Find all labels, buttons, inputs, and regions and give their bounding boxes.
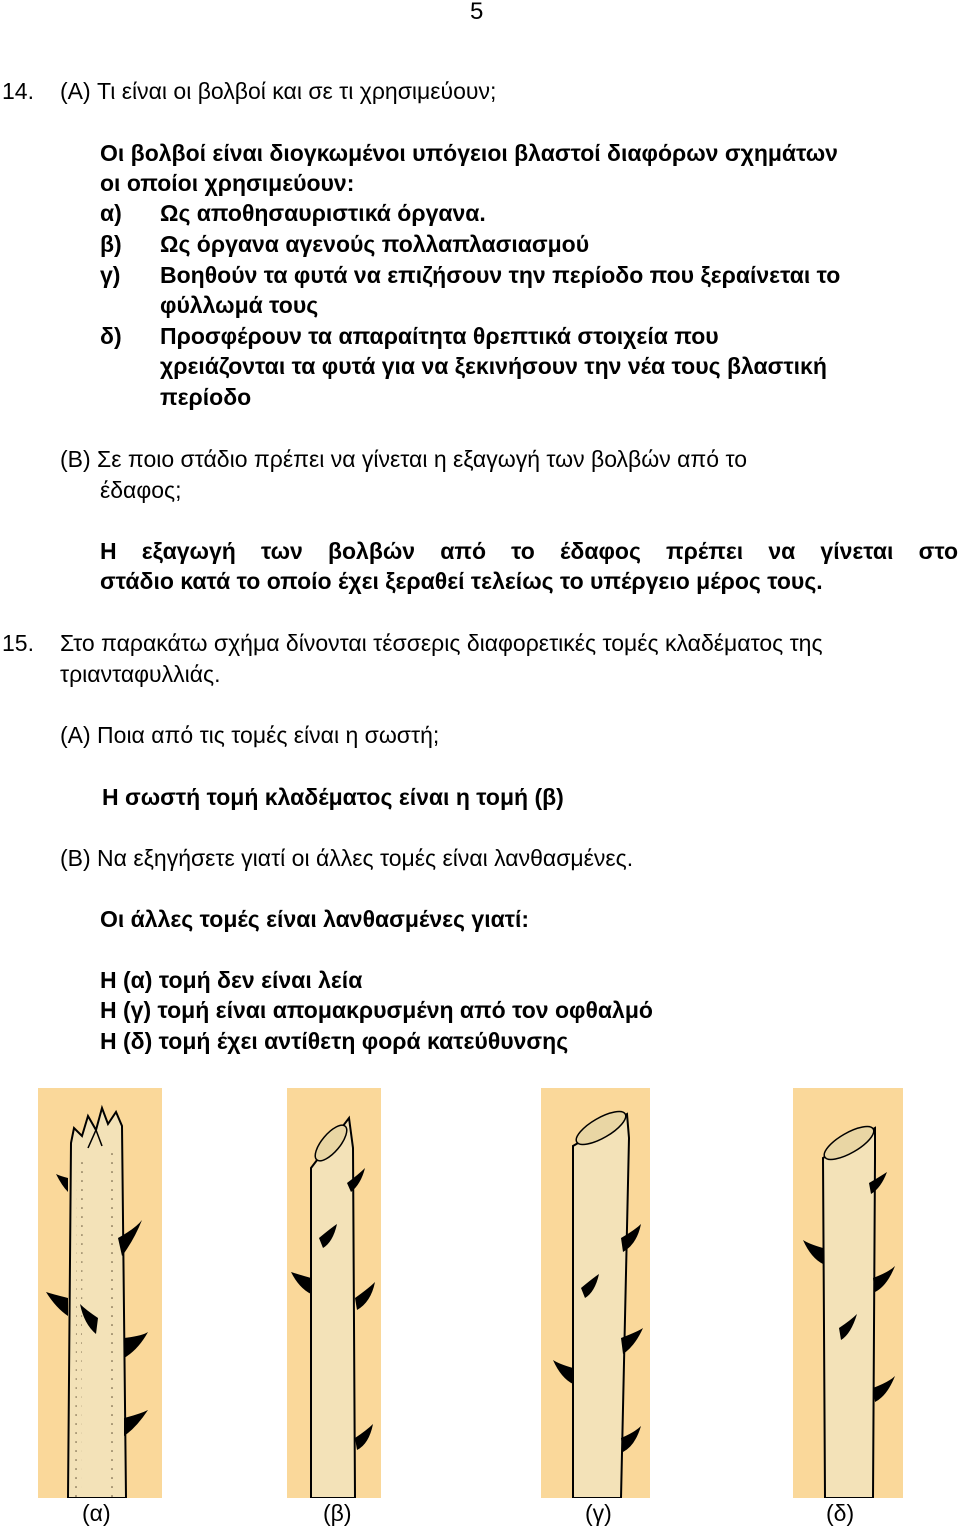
answer-15b-intro: Οι άλλες τομές είναι λανθασμένες γιατί: (100, 906, 530, 932)
answer-item-text: Ως όργανα αγενούς πολλαπλασιασμού (160, 231, 590, 257)
question-15a-text: (A) Ποια από τις τομές είναι η σωστή; (60, 722, 440, 748)
answer-item-text: Βοηθούν τα φυτά να επιζήσουν την περίοδο που ξεραίνεται το (160, 262, 841, 288)
question-14a-text: (A) Τι είναι οι βολβοί και σε τι χρησιμεύουν; (60, 78, 497, 104)
answer-15a: Η σωστή τομή κλαδέματος είναι η τομή (β) (102, 784, 564, 810)
answer-item-label: δ) (100, 323, 122, 349)
answer-14b-line-2: στάδιο κατά το οποίο έχει ξεραθεί τελείως το υπέργειο μέρος τους. (100, 568, 823, 594)
answer-item-text-cont: περίοδο (160, 384, 252, 410)
rose-stem-cut-b-illustration (287, 1088, 381, 1498)
answer-item-label: γ) (100, 262, 121, 288)
answer-14a-intro-line-2: οι οποίοι χρησιμεύουν: (100, 170, 355, 196)
answer-item-text: Προσφέρουν τα απαραίτητα θρεπτικά στοιχεία που (160, 323, 719, 349)
answer-item-label: α) (100, 200, 122, 226)
answer-14a-intro-line-1: Οι βολβοί είναι διογκωμένοι υπόγειοι βλαστοί διαφόρων σχημάτων (100, 140, 838, 166)
figure-panel-b (287, 1088, 381, 1498)
answer-15b-reason: Η (δ) τομή έχει αντίθετη φορά κατεύθυνσης (100, 1028, 569, 1054)
rose-stem-cut-c-illustration (541, 1088, 650, 1498)
page-number: 5 (470, 0, 484, 25)
question-15b-text: (B) Να εξηγήσετε γιατί οι άλλες τομές είναι λανθασμένες. (60, 845, 634, 871)
answer-item-text-cont: χρειάζονται τα φυτά για να ξεκινήσουν την νέα τους βλαστική (160, 353, 827, 379)
figure-panel-d (793, 1088, 903, 1498)
figure-caption-a: (α) (82, 1500, 111, 1526)
figure-panel-a (38, 1088, 162, 1498)
answer-15b-reason: Η (α) τομή δεν είναι λεία (100, 967, 363, 993)
question-15-intro-line-2: τριανταφυλλιάς. (60, 661, 221, 687)
figure-panel-c (541, 1088, 650, 1498)
answer-15b-reason: Η (γ) τομή είναι απομακρυσμένη από τον οφθαλμό (100, 997, 653, 1023)
figure-caption-c: (γ) (585, 1500, 612, 1526)
figure-caption-d: (δ) (826, 1500, 855, 1526)
answer-item-label: β) (100, 231, 122, 257)
answer-item-text: Ως αποθησαυριστικά όργανα. (160, 200, 486, 226)
answer-14b-line-1: Η εξαγωγή των βολβών από το έδαφος πρέπει να γίνεται στο (100, 538, 958, 564)
answer-item-text-cont: φύλλωμά τους (160, 292, 319, 318)
question-14b-text-line-2: έδαφος; (100, 477, 182, 503)
rose-stem-cut-d-illustration (793, 1088, 903, 1498)
question-14b-text-line-1: (B) Σε ποιο στάδιο πρέπει να γίνεται η εξαγωγή των βολβών από το (60, 446, 748, 472)
question-14-number: 14. (2, 78, 34, 104)
figure-caption-b: (β) (323, 1500, 352, 1526)
question-15-number: 15. (2, 630, 34, 656)
rose-stem-cut-a-illustration (38, 1088, 162, 1498)
question-15-intro-line-1: Στο παρακάτω σχήμα δίνονται τέσσερις διαφορετικές τομές κλαδέματος της (60, 630, 823, 656)
